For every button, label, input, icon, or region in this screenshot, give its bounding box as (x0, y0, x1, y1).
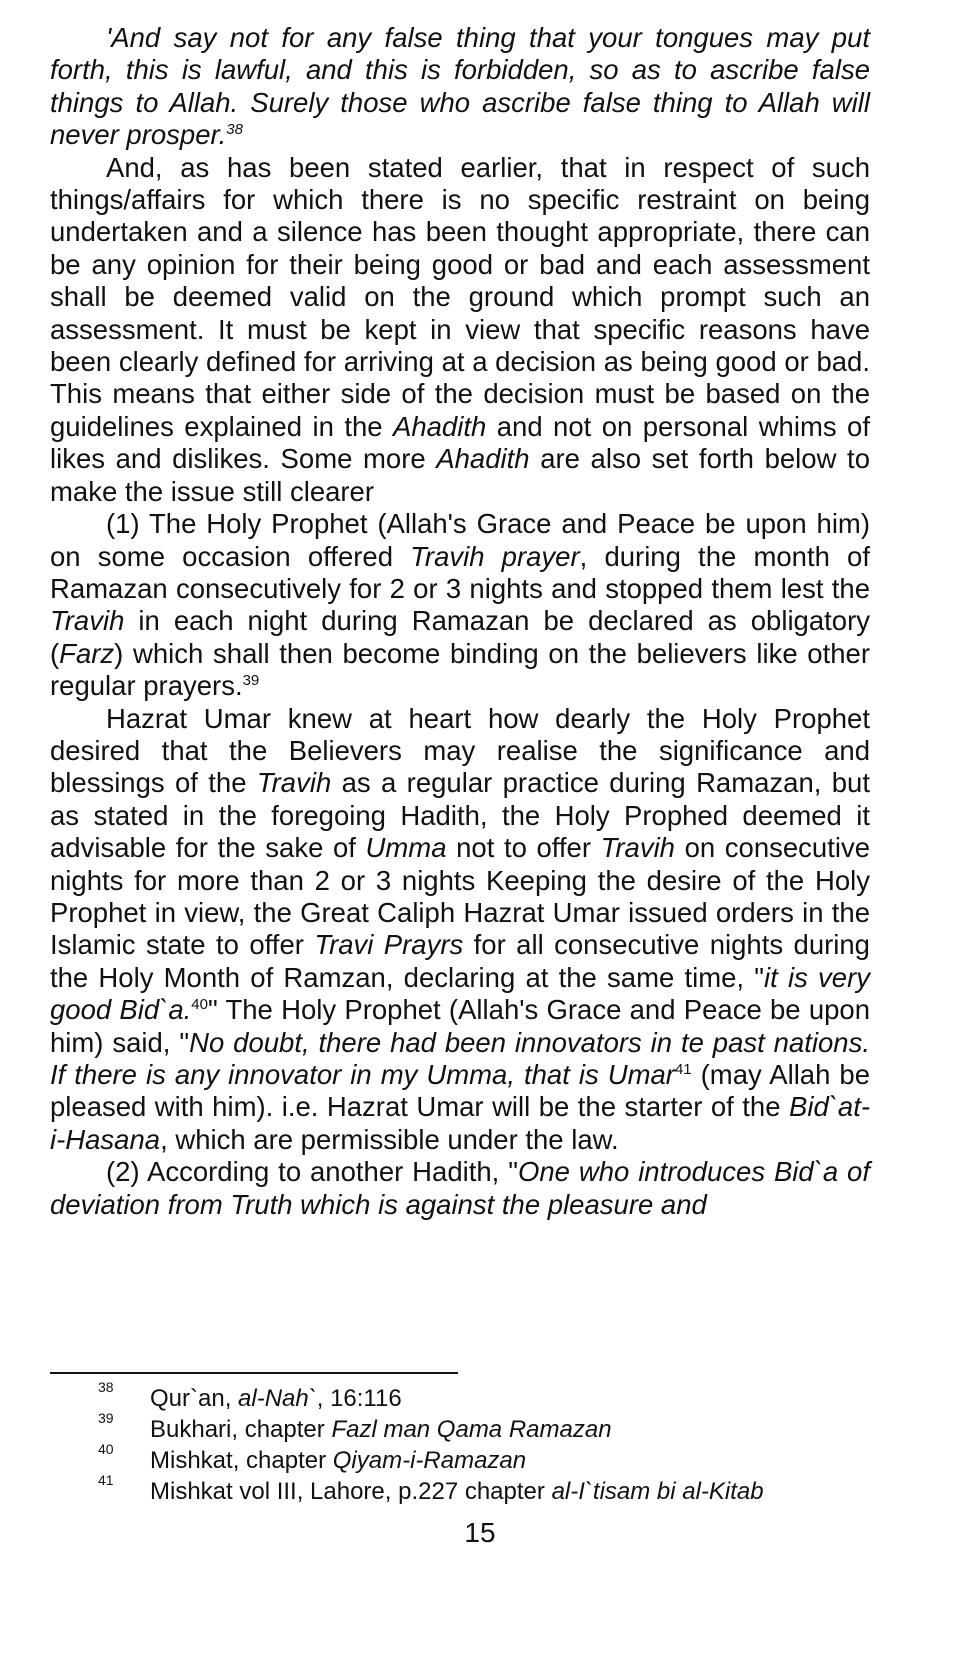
italic-term: Travih (50, 605, 125, 637)
text-run: not to offer (446, 832, 601, 864)
footnote-ref-38: 38 (226, 121, 243, 139)
italic-term: Bid`at-i-Hasana (50, 1091, 870, 1155)
footnotes (50, 1379, 870, 1507)
footnote-38 (50, 1379, 870, 1414)
italic-term: al-Nah` (238, 1385, 317, 1412)
footnote-divider (50, 1372, 458, 1374)
text-run: (may Allah be pleased with him). i.e. Hazrat Umar will be the starter of the (50, 1059, 870, 1123)
italic-term: Umma (365, 832, 447, 864)
italic-term: Farz (59, 637, 115, 669)
paragraph-hazrat-umar (50, 703, 870, 1157)
italic-quote: No doubt, there had been innovators in te past nations. If there is any innovator in my Umma, that is Umar (50, 1026, 870, 1090)
footnote-text (150, 1445, 526, 1476)
text-run: , which are permissible under the law. (160, 1123, 619, 1155)
text-run: Mishkat vol III, Lahore, p.227 chapter (150, 1478, 552, 1505)
footnote-ref-40: 40 (191, 996, 208, 1014)
text-run: and not on personal whims of likes and dislikes. Some more (50, 410, 870, 475)
text-run: (2) According to another Hadith, " (106, 1156, 518, 1188)
text-run: as a regular practice during Ramazan, but as stated in the foregoing Hadith, the Holy Prophed deemed it advisable for the sake of (50, 767, 870, 864)
footnote-39 (50, 1410, 870, 1445)
text-run: Bukhari, chapter (150, 1416, 332, 1443)
text-run: And, as has been stated earlier, that in respect of such things/affairs for which there is no specific restraint on being undertaken and a silence has been thought appropriate, there can be any opinion for their being good or bad and each assessment shall be deemed valid on the ground which prompt such an assessment. It must be kept in view that specific reasons have been clearly defined for arriving at a decision as being good or bad. This means that either side of the decision must be based on the guidelines explained in the (50, 151, 870, 442)
footnote-number: 40 (98, 1441, 114, 1457)
italic-term: Ahadith (436, 443, 530, 475)
italic-term: Travih prayer (410, 540, 580, 572)
text-run: Mishkat, chapter (150, 1447, 333, 1474)
footnote-40 (50, 1441, 870, 1476)
footnote-text (150, 1383, 402, 1414)
italic-quote: it is very good Bid`a. (50, 961, 870, 1026)
text-run: are also set forth below to make the issue still clearer (50, 443, 870, 507)
footnote-number: 41 (98, 1472, 114, 1488)
text-run: " The Holy Prophet (Allah's Grace and Peace be upon him) said, " (50, 994, 870, 1058)
body-text (50, 22, 870, 1221)
footnote-number: 38 (98, 1379, 114, 1395)
italic-term: Travi Prayrs (314, 929, 464, 961)
paragraph-item-1 (50, 508, 870, 702)
italic-term: Qiyam-i-Ramazan (332, 1447, 527, 1474)
text-run: Hazrat Umar knew at heart how dearly the Holy Prophet desired that the Believers may realise the significance and blessings of the (50, 702, 870, 799)
text-run: for all consecutive nights during the Holy Month of Ramzan, declaring at the same time, " (50, 929, 870, 993)
italic-quote: One who introduces Bid`a of deviation from Truth which is against the pleasure and (50, 1156, 870, 1220)
footnote-number: 39 (98, 1410, 114, 1426)
text-run: , during the month of Ramazan consecutively for 2 or 3 nights and stopped them lest the (50, 540, 870, 604)
text-run: on consecutive nights for more than 2 or 3 nights Keeping the desire of the Holy Prophet in view, the Great Caliph Hazrat Umar issued orders in the Islamic state to offer (50, 832, 870, 961)
text-run: , 16:116 (316, 1385, 402, 1412)
italic-term: Travih (600, 832, 675, 864)
paragraph-quran-quote (50, 22, 870, 152)
footnote-41 (50, 1472, 870, 1507)
italic-term: Travih (256, 767, 332, 799)
italic-term: al-I`tisam bi al-Kitab (551, 1478, 764, 1505)
footnote-ref-41: 41 (674, 1060, 692, 1078)
italic-term: Ahadith (393, 410, 487, 442)
text-run: Qur`an, (150, 1385, 239, 1412)
text-run: ) which shall then become binding on the believers like other regular prayers. (50, 637, 870, 702)
paragraph-restraint (50, 152, 870, 508)
paragraph-item-2 (50, 1156, 870, 1221)
page-number: 15 (464, 1517, 496, 1548)
italic-term: Fazl man Qama Ramazan (331, 1416, 612, 1443)
footnote-ref-39: 39 (242, 671, 260, 689)
text-run: (1) The Holy Prophet (Allah's Grace and Peace be upon him) on some occasion offered (50, 508, 870, 572)
footnote-text (150, 1476, 764, 1507)
quran-quote-text: 'And say not for any false thing that your tongues may put forth, this is lawful, and this is forbidden, so as to ascribe false things to Allah. Surely those who ascribe false thing to Allah will never prosper. (50, 22, 870, 151)
text-run: in each night during Ramazan be declared as obligatory ( (50, 605, 870, 669)
footnote-text (150, 1414, 612, 1445)
